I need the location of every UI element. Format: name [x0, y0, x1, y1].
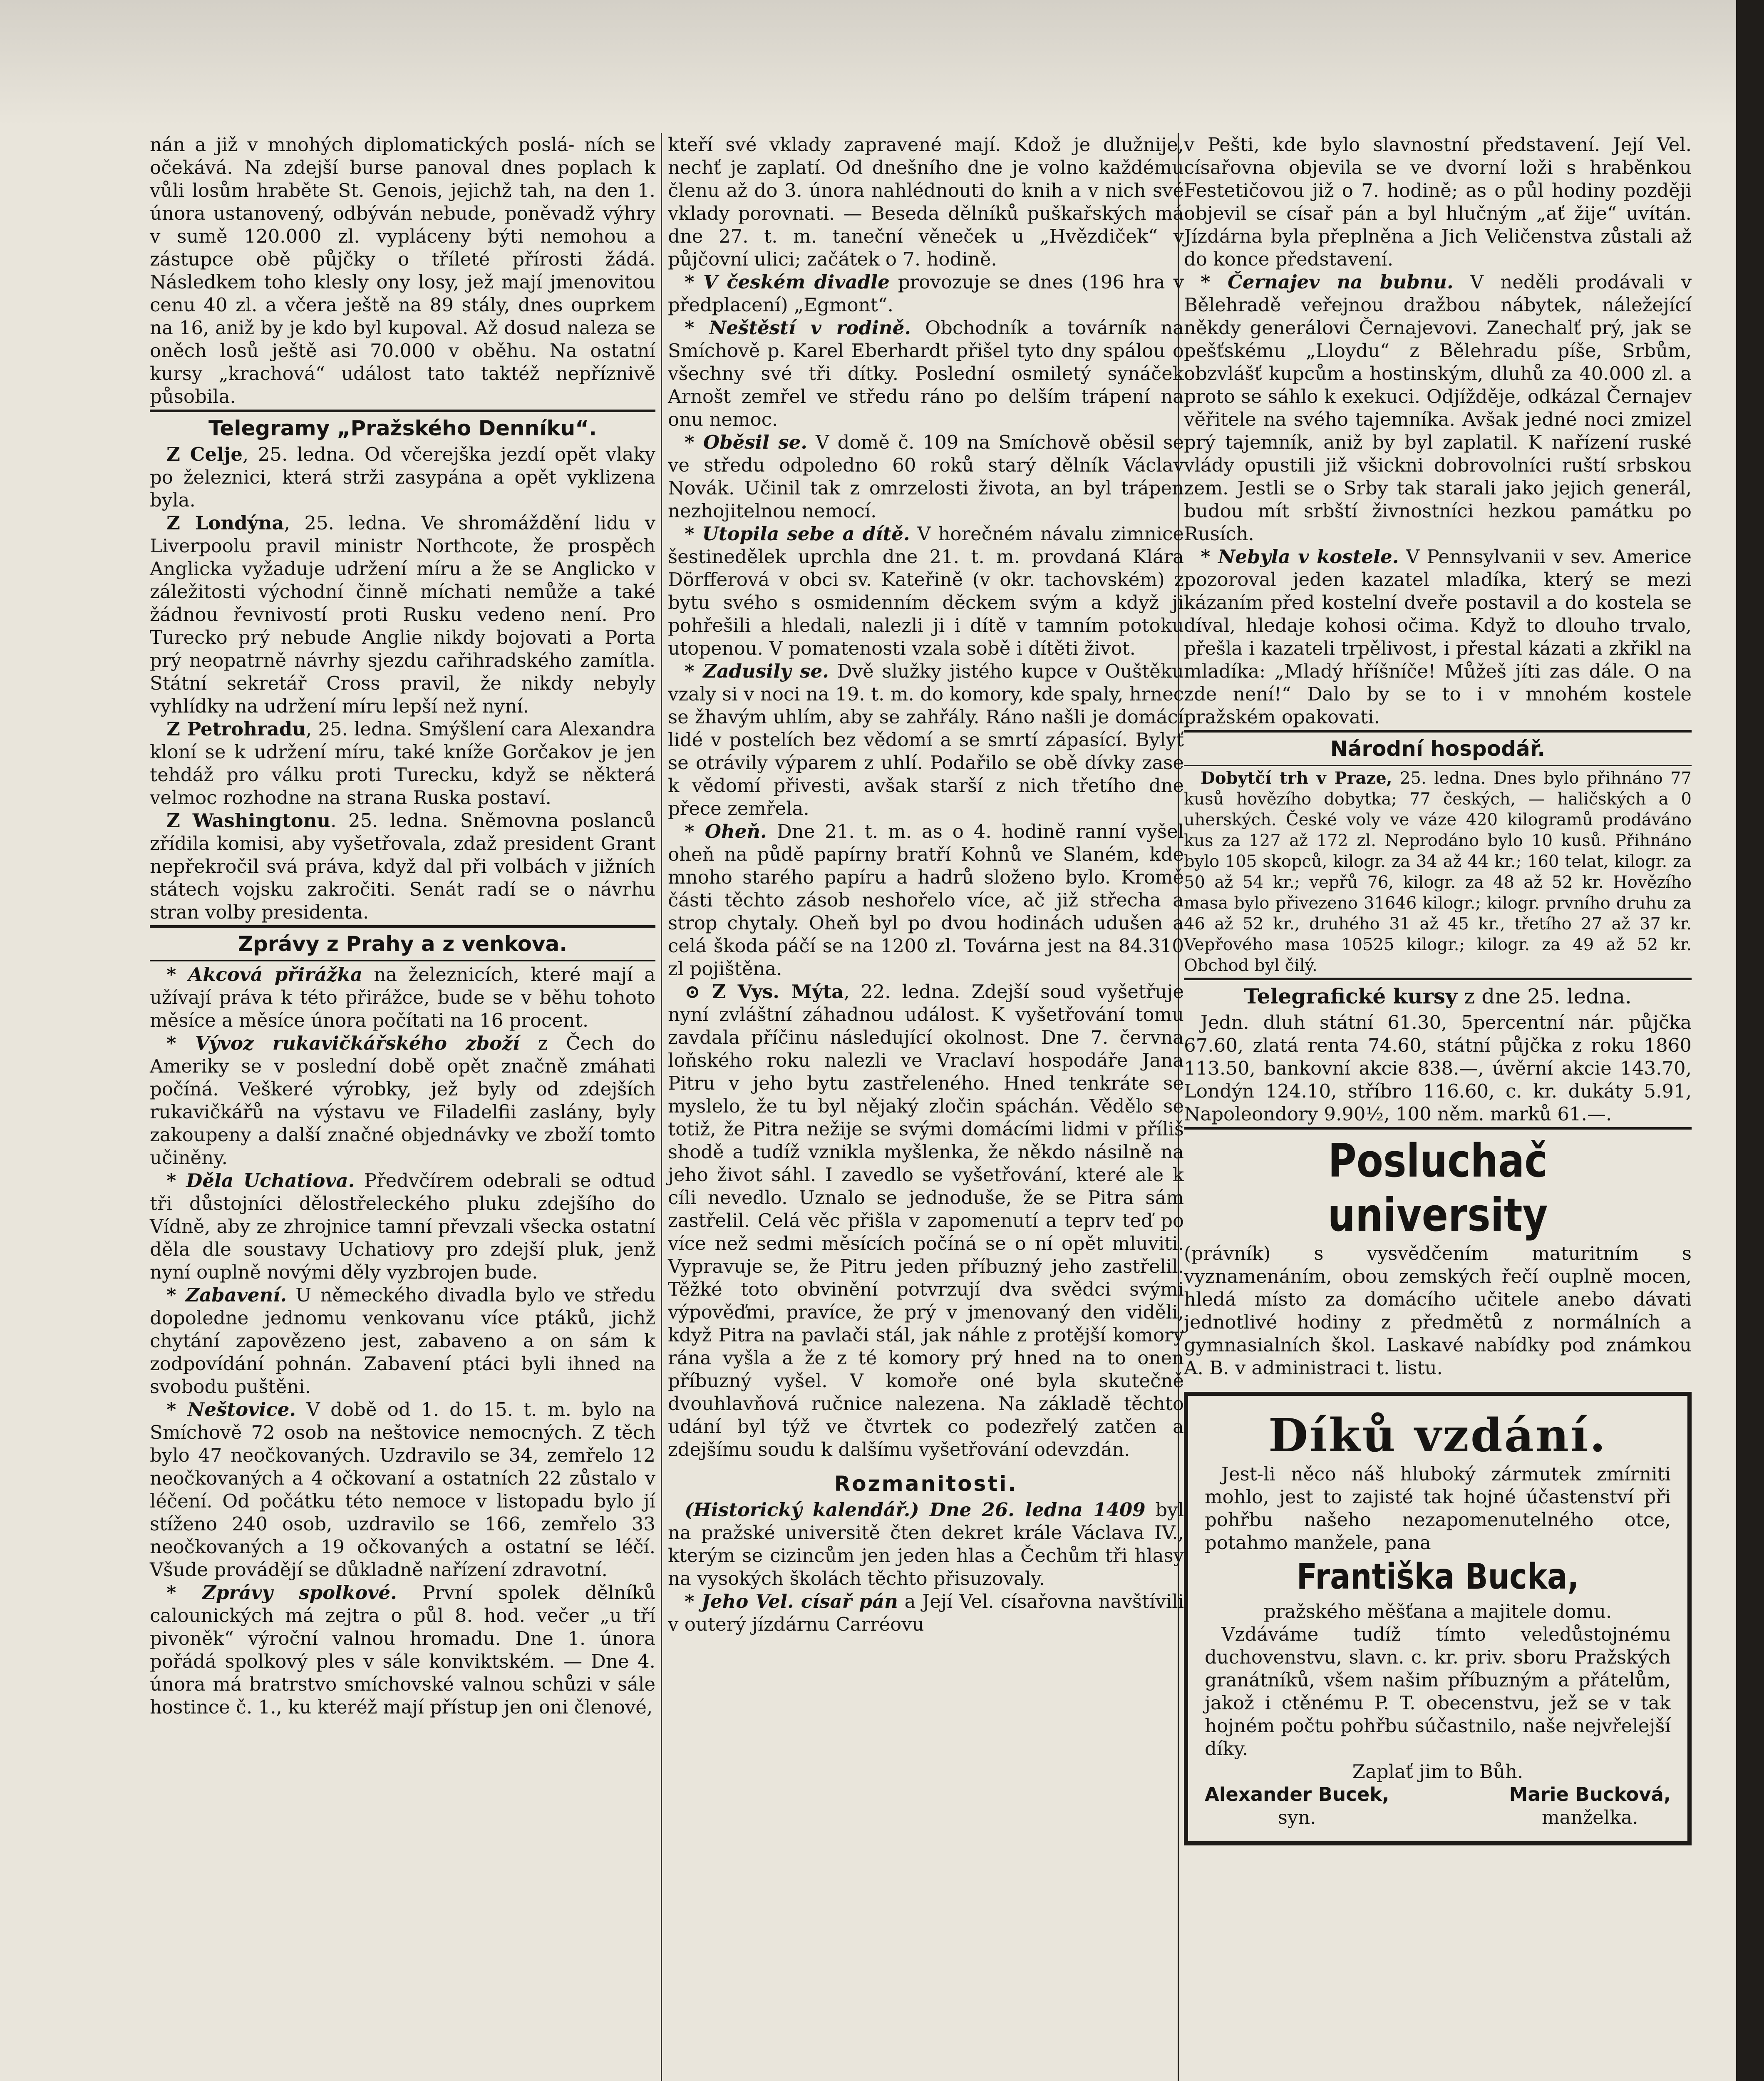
telegram-text: , 25. ledna. Od včerejška jezdí opět vlaky po železnici, která strži zasypána a opět vyklizena byla.: [150, 443, 656, 511]
news-head: * Akcová přirážka: [166, 964, 362, 986]
news-item: [1184, 545, 1692, 728]
signature-name: Marie Bucková,: [1509, 1783, 1671, 1805]
section-title-misc: Rozmanitosti.: [834, 1472, 1018, 1496]
news-item: [668, 820, 1184, 980]
telegram-head: Z Celje: [166, 443, 243, 465]
news-text: V horečném návalu zimnice šestinedělek uprchla dne 21. t. m. provdaná Klára Dörfferová v obci sv. Kateřině (v okr. tachovském) z bytu svého s osmidenním děckem svým a když ji pohřešili a hledali, nalezli ji i dítě v tamním potoku utopenou. V pomatenosti vzala sobě i dítěti život.: [668, 523, 1184, 659]
news-head: * V českém divadle: [685, 271, 890, 293]
telegram-head: Z Londýna: [166, 512, 284, 534]
news-head: * Oběsil se.: [685, 431, 807, 453]
market-text: 25. ledna. Dnes bylo přihnáno 77 kusů hovězího dobytka; 77 českých, — haličských a 0 uherských. České voly ve váze 420 kilogramů prodáváno kus za 127 až 172 zl. Neprodáno bylo 10 kusů. Přihnáno bylo 105 skopců, kilogr. za 34 až 44 kr.; 160 telat, kilogr. za 50 až 54 kr.; vepřů 76, kilogr. za 48 až 52 kr. Hovězího masa bylo přivezeno 31646 kilogr.; kilogr. prvního druhu za 46 až 52 kr., druhého 31 až 45 kr., třetího 27 až 37 kr. Vepřového masa 10525 kilogr.; kilogr. za 49 až 52 kr. Obchod byl čilý.: [1184, 769, 1692, 975]
market-report: [1184, 768, 1692, 976]
divider: [150, 925, 655, 928]
section-title-prague: Zprávy z Prahy a z venkova.: [238, 932, 568, 956]
ad-text: (právník) s vysvědčením maturitním s vyznamenáním, obou zemských řečí ouplně mocen, hledá místo za domácího učitele anebo dávati jednotlivé hodiny z předmětů z normálních a gymnasialních škol. Laskavé nabídky pod známkou A. B. v administraci t. listu.: [1184, 1242, 1692, 1379]
column-1: [150, 133, 655, 1718]
kursy-head: Telegrafické kursy: [1244, 984, 1458, 1008]
kursy-text: Jedn. dluh státní 61.30, 5percentní nár. půjčka 67.60, zlatá renta 74.60, státní půjčka z roku 1860 113.50, bankovní akcie 838.—, úvěrní akcie 143.70, Londýn 124.10, stříbro 116.60, c. kr. dukáty 5.91, Napoleondory 9.90½, 100 něm. marků 61.—.: [1184, 1011, 1692, 1125]
news-text: U německého divadla bylo ve středu dopoledne jednomu venkovanu více ptáků, jichž chytání zapovězeno jest, zabaveno a on sám k zodpovídání pohnán. Zabavení ptáci byli ihned na svobodu puštěni.: [150, 1284, 655, 1398]
divider: [150, 410, 655, 412]
divider: [1184, 1127, 1692, 1130]
news-head: * Zprávy spolkové.: [166, 1582, 397, 1604]
article-continuation: v Pešti, kde bylo slavnostní představení. Její Vel. císařovna objevila se ve dvorní loži s hraběnkou Festetičovou již o 7. hodině; as o půl hodiny později objevil se císař pán a byl hlučným „ať žije“ uvítán. Jízdárna byla přeplněna a Jich Veličenstva zůstali až do konce představení.: [1184, 134, 1692, 270]
news-item: [668, 316, 1184, 431]
news-text: První spolek dělníků calounických má zejtra o půl 8. hod. večer „u tří pivoněk“ výroční valnou hromadu. Dne 1. února pořádá spolkový ples v sále konviktském. — Dne 4. února má bratrstvo smíchovské valnou schůzi v sále hostince č. 1., ku kteréž mají přístup jen oni členové,: [150, 1582, 656, 1718]
news-head: (Historický kalendář.) Dne 26. ledna 1409: [685, 1499, 1146, 1521]
news-text: provozuje se dnes (196 hra v předplacení) „Egmont“.: [668, 271, 1184, 316]
news-item: [668, 271, 1184, 316]
divider: [1184, 978, 1692, 980]
news-item: [150, 1398, 655, 1581]
telegram-celje: [150, 443, 655, 512]
news-text: V době od 1. do 15. t. m. bylo na Smíchově 72 osob na neštovice nemocných. Z těch bylo 47 neočkovaných. Uzdravilo se 34, zemřelo 12 neočkovaných a 4 očkovaní a ostatních 22 zůstalo v léčení. Od počátku této nemoce v listopadu bylo jí stíženo 240 osob, uzdravilo se 166, zemřelo 33 neočkovaných a 19 očkovaných a ostatní se léčí. Všude provádějí se důkladně nařízení zdravotní.: [150, 1398, 655, 1581]
news-head: * Nebyla v kostele.: [1201, 546, 1399, 568]
news-head: * Děla Uchatiova.: [166, 1170, 355, 1192]
news-item: [668, 522, 1184, 660]
ad-thanks-title: Díků vzdání.: [1268, 1408, 1608, 1462]
telegram-petrograd: [150, 718, 655, 809]
news-item: [150, 1581, 655, 1718]
article-continuation: kteří své vklady zapravené mají. Kdož je dlužnije, nechť je zaplatí. Od dnešního dne je volno každému členu až do 3. února nahlédnouti do knih a v nich své vklady porovnati. — Beseda dělníků puškařských má dne 27. t. m. taneční věneček u „Hvězdiček“ v půjčovní ulici; začátek o 7. hodině.: [668, 134, 1184, 270]
news-head: * Neštovice.: [166, 1398, 296, 1420]
telegram-text: . 25. ledna. Sněmovna poslanců zřídila komisi, aby vyšetřovala, zdaž president Grant nepřekročil svá práva, když dal při volbách v jižních státech vojsku zakročiti. Senát radí se o návrhu stran volby presidenta.: [150, 810, 655, 923]
column-3: [1184, 133, 1692, 1845]
news-text: byl na pražské universitě čten dekret krále Václava IV., kterým se cizincům jen jeden hlas a Čechům tři hlasy na vysokých školách těchto přisuzovaly.: [668, 1499, 1184, 1589]
column-rule-1: [661, 133, 662, 2081]
ad-thanks-box: [1184, 1392, 1692, 1845]
ad-deceased-name: Františka Bucka,: [1296, 1556, 1579, 1597]
news-text: V domě č. 109 na Smíchově oběsil se ve středu odpoledno 60 roků starý dělník Václav Novák. Učinil tak z omrzelosti života, an byl trápen nezhojitelnou nemocí.: [668, 431, 1184, 522]
news-item: [1184, 271, 1692, 545]
news-text: a Její Vel. císařovna navštívili v outerý jízdárnu Carréovu: [668, 1590, 1184, 1635]
page-edge: [1736, 0, 1764, 2081]
news-item: [668, 660, 1184, 820]
news-head: * Oheň.: [685, 820, 767, 842]
news-item: [150, 963, 655, 1032]
news-item: [150, 1169, 655, 1284]
ad-heading: Posluchač university: [1327, 1134, 1548, 1242]
telegram-london: [150, 512, 655, 718]
ad-deceased-role: pražského měšťana a majitele domu.: [1263, 1600, 1612, 1622]
news-head: * Zabavení.: [166, 1284, 287, 1306]
ad-blessing: Zaplať jim to Bůh.: [1352, 1761, 1523, 1783]
news-text: Předvčírem odebrali se odtud tři důstojníci dělostřeleckého pluku zdejšího do Vídně, aby ze zhrojnice tamní převzali všecka ostatní děla dle soustavy Uchatiovy pro zdejší pluk, jenž nyní ouplně novými děly vyzbrojen bude.: [150, 1170, 655, 1283]
news-head: * Jeho Vel. císař pán: [685, 1590, 898, 1612]
section-title-market: Národní hospodář.: [1330, 737, 1546, 761]
news-head: * Neštěstí v rodině.: [685, 317, 911, 339]
news-item: [668, 1498, 1184, 1590]
news-item: [668, 980, 1184, 1461]
news-text: , 22. ledna. Zdejší soud vyšetřuje nyní zvláštní záhadnou událost. K vyšetřování tomu zavdala příčinu následující okolnost. Dne 7. června loňského roku nalezli ve Vraclaví hospodáře Jana Pitru v jeho bytu zastřeleného. Hned tenkráte se myslelo, že tu byl nějaký zločin spáchán. Vědělo se totiž, že Pitra nežije se svými domácími lidmi v příliš shodě a tudíž vznikla myšlenka, že někdo násilně na jeho život sáhl. I zavedlo se vyšetřování, které ale k cíli nevedlo. Uznalo se jednoduše, že se Pitra sám zastřelil. Celá věc přišla v zapomenutí a teprv teď po více než sedmi měsících počíná se o ní opět mluviti. Vypravuje se, že Pitru jeden příbuzný jeho zastřelil. Těžké toto obvinění potvrzují dva svědci svými výpověďmi, pravíce, že prý v jmenovaný den viděli, když Pitra na pavlači stál, jak náhle z protější komory rána vyšla a že z té komory prý hned na to onen příbuzný vyšel. V komoře oné byla skutečně dvouhlavňová ručnice nalezena. Na základě těchto udání byl týž ve čtvrtek co podezřelý zatčen a zdejšímu soudu k dalšímu vyšetřování odevzdán.: [668, 981, 1184, 1460]
telegram-head: Z Washingtonu: [166, 810, 331, 832]
telegram-text: , 25. ledna. Smýšlení cara Alexandra kloní se k udržení míru, také kníže Gorčakov je jen tehdáž pro válku proti Turecku, když se některá velmoc rozhodne na strana Ruska postaví.: [150, 718, 655, 809]
news-head: * Utopila sebe a dítě.: [685, 523, 910, 545]
news-text: z Čech do Ameriky se v poslední době opět značně zmáhati počíná. Veškeré výrobky, jež byly od zdejších rukavičkářů na výstavu ve Filadelfii zaslány, byly zakoupeny a další značné objednávky ve zboží tomto učiněny.: [150, 1032, 655, 1169]
news-text: Dne 21. t. m. as o 4. hodině ranní vyšel oheň na půdě papírny bratří Kohnů ve Slaném, kde mnoho starého papíru a hadrů složeno bylo. Kromě části těchto zásob neshořelo více, ač již střecha a strop chytaly. Oheň byl po dvou hodinách udušen a celá škoda páčí se na 1200 zl. Továrna jest na 84.310 zl pojištěna.: [668, 820, 1184, 980]
divider: [150, 960, 655, 961]
signature-role: manželka.: [1541, 1806, 1638, 1828]
page-top-band: [0, 0, 1736, 125]
column-2: [668, 133, 1184, 1636]
signature-left: [1205, 1783, 1389, 1829]
news-item: [150, 1284, 655, 1398]
section-title-telegrams: Telegramy „Pražského Denníku“.: [208, 416, 597, 440]
ad-thanks-body: Vzdáváme tudíž tímto veledůstojnému duchovenstvu, slavn. c. kr. priv. sboru Pražských granátníků, všem našim příbuzným a přátelům, jakož i ctěnému P. T. obecenstvu, jež se v tak hojném počtu pohřbu súčastnilo, naše nejvřelejší díky.: [1205, 1623, 1671, 1760]
ad-thanks-text: Jest-li něco náš hluboký zármutek zmírniti mohlo, jest to zajisté tak hojné účastenství při pohřbu našeho nezapomenutelného otce, potahmo manžele, pana: [1205, 1463, 1671, 1554]
news-head: * Černajev na bubnu.: [1201, 271, 1454, 293]
kursy-title: [1184, 982, 1692, 1011]
news-head: ⊙ Z Vys. Mýta: [685, 981, 844, 1003]
telegram-head: Z Petrohradu: [166, 718, 306, 740]
divider: [1184, 730, 1692, 733]
signature-name: Alexander Bucek,: [1205, 1783, 1389, 1805]
telegram-washington: [150, 809, 655, 924]
news-text: Dvě služky jistého kupce v Ouštěku vzaly si v noci na 19. t. m. do komory, kde spaly, hrnec se žhavým uhlím, aby se zahřály. Ráno našli je domácí lidé v postelích bez vědomí a se smrtí zápasící. Bylyť se otrávily výparem z uhlí. Podařilo se obě dívky zase k vědomí přivesti, avšak starší z nich třetího dne přece zemřela.: [668, 660, 1184, 819]
signature-role: syn.: [1278, 1806, 1316, 1828]
kursy-date: z dne 25. ledna.: [1457, 984, 1632, 1008]
news-text: V neděli prodávali v Bělehradě veřejnou dražbou nábytek, náležející někdy generálovi Černajevovi. Zanechalť prý, jak se pešťskému „Lloydu“ z Bělehradu píše, Srbům, obzvlášť kupcům a hostinským, dluhů za 40.000 zl. a proto se sáhlo k exekuci. Odjížděje, odkázal Černajev věřitele na svého tajemníka. Avšak jedné noci zmizel prý tajemník, aniž by byl zaplatil. K nařízení ruské vlády opustili již všickni dobrovolníci ruští srbskou zem. Jestli se o Srby tak starali jako jejich generál, budou mít srbští živnostníci hezkou památku po Rusích.: [1184, 271, 1692, 545]
news-text: V Pennsylvanii v sev. Americe pozoroval jeden kazatel mladíka, který se mezi kázaním před kostelní dveře postavil a do kostela se díval, hledaje kohosi očima. Když to dlouho trvalo, přešla i kazateli trpělivost, i přestal kázati a zkřikl na mladíka: „Mladý hříšníče! Můžeš jíti zas dále. O na zde není!“ Dalo by se to i v mnohém kostele pražském opakovati.: [1184, 546, 1692, 728]
news-text: Obchodník a továrník na Smíchově p. Karel Eberhardt přišel tyto dny spálou o všechny své tři dítky. Poslední osmiletý synáček Arnošt zemřel ve středu ráno po delším trápení na onu nemoc.: [668, 317, 1184, 430]
signatures: [1205, 1783, 1671, 1829]
news-text: na železnicích, které mají a užívají práva k této přirážce, bude se v běhu tohoto měsíce a měsíce února počítati na 16 procent.: [150, 964, 655, 1031]
news-head: * Zadusily se.: [685, 660, 829, 682]
market-head: Dobytčí trh v Praze,: [1201, 768, 1392, 788]
divider: [1184, 765, 1692, 766]
telegram-text: , 25. ledna. Ve shromáždění lidu v Liverpoolu pravil ministr Northcote, že prospěch Anglicka vyžaduje udržení míru a že se Anglicko v záležitosti východní činně míchati nemůže a také žádnou řevnivostí proti Rusku vedeno není. Pro Turecko prý nebude Anglie nikdy bojovati a Porta prý neopatrně návrhy sjezdu cařihradského zamítla. Státní sekretář Cross pravil, že nikdy nebyly vyhlídky na udržení míru lepší než nyní.: [150, 512, 655, 717]
news-head: * Vývoz rukavičkářského zboží: [166, 1032, 520, 1054]
news-item: [668, 1590, 1184, 1636]
news-item: [668, 431, 1184, 522]
article-opening: nán a již v mnohých diplomatických poslá- ních se očekává. Na zdejší burse panoval dnes poplach k vůli losům hraběte St. Genois, jejichž tah, na den 1. února ustanovený, odbýván nebude, poněvadž výhry v sumě 120.000 zl. vypláceny býti nemohou a zástupce obě půjčky o tříleté přírosti žádá. Následkem toho klesly ony losy, jež mají jmenovitou cenu 40 zl. a včera ještě na 89 stály, dnes ouprkem na 16, aniž by je kdo byl kupoval. Až dosud naleza se oněch losů ještě asi 70.000 v oběhu. Na ostatní kursy „krachová“ událost tato taktéž nepříznivě působila.: [150, 134, 655, 407]
news-item: [150, 1032, 655, 1169]
signature-right: [1509, 1783, 1671, 1829]
